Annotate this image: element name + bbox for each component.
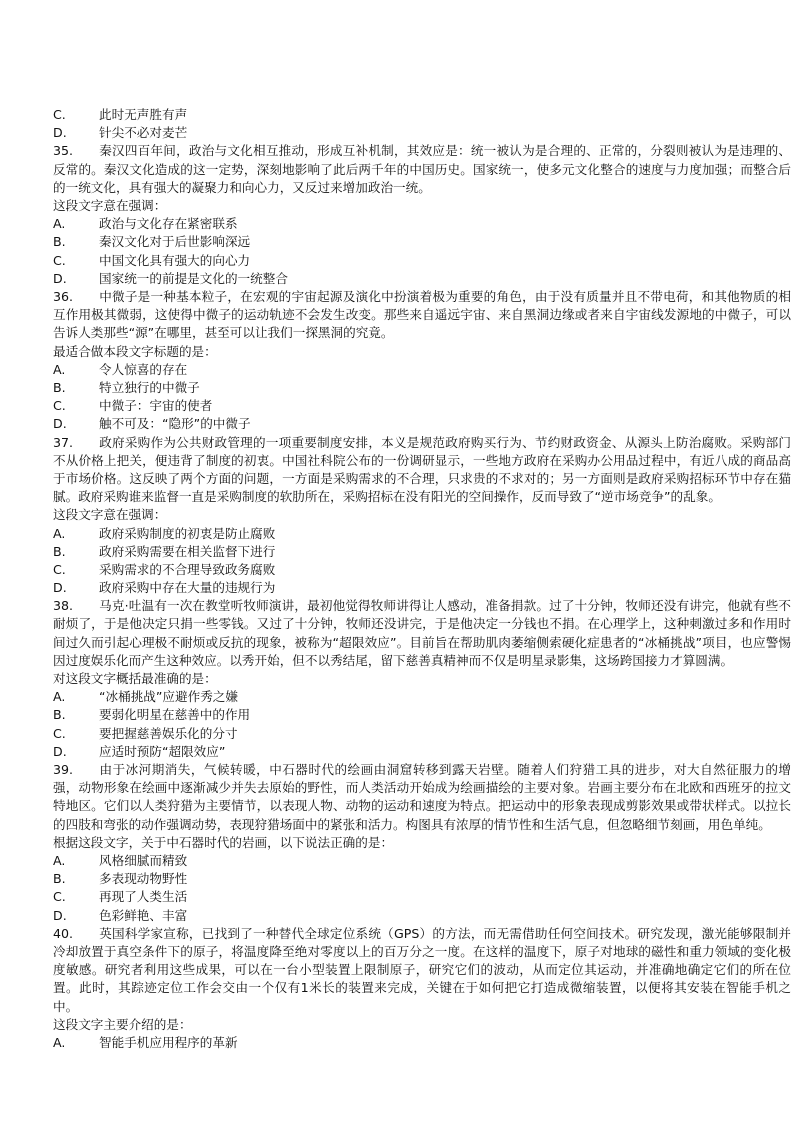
option-text: 令人惊喜的存在 xyxy=(99,361,188,377)
option-row xyxy=(53,870,791,888)
option-letter: A. xyxy=(53,853,66,869)
option-row xyxy=(53,124,791,142)
option-row xyxy=(53,852,791,870)
option-text: “冰桶挑战”应避作秀之嫌 xyxy=(99,689,238,705)
option-row xyxy=(53,361,791,379)
option-letter: B. xyxy=(53,871,66,887)
option-text: 国家统一的前提是文化的一统整合 xyxy=(99,270,288,286)
question-number: 36. xyxy=(53,288,74,304)
option-text: 色彩鲜艳、丰富 xyxy=(99,907,188,923)
option-letter: A. xyxy=(53,216,66,232)
option-letter: B. xyxy=(53,234,66,250)
option-row xyxy=(53,270,791,288)
option-letter: A. xyxy=(53,1035,66,1051)
option-letter: D. xyxy=(53,125,67,141)
option-row xyxy=(53,688,791,706)
option-letter: C. xyxy=(53,107,66,122)
option-row xyxy=(53,543,791,561)
option-row xyxy=(53,579,791,597)
option-text: 中微子：宇宙的使者 xyxy=(99,398,213,414)
option-row xyxy=(53,215,791,233)
option-text: 再现了人类生活 xyxy=(99,889,188,905)
option-row xyxy=(53,1034,791,1052)
option-text: 此时无声胜有声 xyxy=(99,107,188,122)
option-letter: C. xyxy=(53,561,66,577)
option-letter: B. xyxy=(53,543,66,559)
question-number: 40. xyxy=(53,925,74,941)
option-row xyxy=(53,561,791,579)
option-row xyxy=(53,379,791,397)
option-text: 触不可及：“隐形”的中微子 xyxy=(99,416,251,432)
option-text: 中国文化具有强大的向心力 xyxy=(99,252,251,268)
option-text: 政府采购中存在大量的违规行为 xyxy=(99,580,276,596)
option-letter: C. xyxy=(53,398,66,414)
option-text: 要把握慈善娱乐化的分寸 xyxy=(99,725,238,741)
question-number: 38. xyxy=(53,598,74,614)
option-letter: B. xyxy=(53,707,66,723)
option-row xyxy=(53,106,791,124)
option-text: 应适时预防“超限效应” xyxy=(99,743,226,759)
option-row xyxy=(53,525,791,543)
option-text: 政府采购制度的初衷是防止腐败 xyxy=(99,525,276,541)
question-text: 由于冰河期消失，气候转暖，中石器时代的绘画由洞窟转移到露天岩壁。随着人们狩猎工具的进步，对大自然征服力的增强，动物形象在绘画中逐渐减少并失去原始的野性，而人类活动开始成为绘画描绘的主要对象。岩画主要分布在北欧和西班牙的拉文特地区。它们以人类狩猎为主要情节，以表现人物、动物的运动和速度为特点。把运动中的形象表现成剪影效果或带状样式。以拉长的四肢和弯张的动作强调动势，表现狩猎场面中的紧张和活力。构图具有浓厚的情节性和生活气息，但忽略细节刻画，用色单纯。 xyxy=(53,762,791,832)
option-text: 智能手机应用程序的革新 xyxy=(99,1035,238,1051)
option-row xyxy=(53,743,791,761)
option-letter: B. xyxy=(53,379,66,395)
option-text: 政治与文化存在紧密联系 xyxy=(99,216,238,232)
option-row xyxy=(53,706,791,724)
option-text: 针尖不必对麦芒 xyxy=(99,125,188,141)
question-prompt: 最适合做本段文字标题的是： xyxy=(53,343,217,359)
question-number: 37. xyxy=(53,434,74,450)
option-text: 特立独行的中微子 xyxy=(99,379,200,395)
option-letter: D. xyxy=(53,743,67,759)
question-prompt: 这段文字意在强调： xyxy=(53,507,167,523)
option-letter: A. xyxy=(53,361,66,377)
option-letter: C. xyxy=(53,252,66,268)
exam-page xyxy=(53,106,791,1052)
option-row xyxy=(53,907,791,925)
option-letter: D. xyxy=(53,416,67,432)
question-stem xyxy=(53,761,791,834)
option-row xyxy=(53,233,791,251)
option-letter: C. xyxy=(53,725,66,741)
option-row xyxy=(53,888,791,906)
question-text: 英国科学家宣称，已找到了一种替代全球定位系统（GPS）的方法，而无需借助任何空间技术。研究发现，激光能够限制并冷却放置于真空条件下的原子，将温度降至绝对零度以上的百万分之一度。在这样的温度下，原子对地球的磁性和重力领域的变化极度敏感。研究者利用这些成果，可以在一台小型装置上限制原子，研究它们的波动，从而定位其运动，并准确地确定它们的所在位置。此时，其踪迹定位工作会交由一个仅有1米长的装置来完成，关键在于如何把它打造成微缩装置，以便将其安装在智能手机之中。 xyxy=(53,925,791,1014)
question-text: 秦汉四百年间，政治与文化相互推动，形成互补机制，其效应是：统一被认为是合理的、正常的，分裂则被认为是违理的、反常的。秦汉文化造成的这一定势，深刻地影响了此后两千年的中国历史。国家统一，使多元文化整合的速度与力度加强；而整合后的一统文化，具有强大的凝聚力和向心力，又反过来增加政治一统。 xyxy=(53,143,791,195)
question-stem xyxy=(53,434,791,507)
question-stem xyxy=(53,597,791,670)
question-prompt: 对这段文字概括最准确的是： xyxy=(53,671,217,687)
option-text: 采购需求的不合理导致政务腐败 xyxy=(99,561,276,577)
option-text: 要弱化明星在慈善中的作用 xyxy=(99,707,251,723)
question-text: 马克·吐温有一次在教堂听牧师演讲，最初他觉得牧师讲得让人感动，准备捐款。过了十分钟，牧师还没有讲完，他就有些不耐烦了，于是他决定只捐一些零钱。又过了十分钟，牧师还没讲完，于是他决定一分钱也不捐。在心理学上，这种刺激过多和作用时间过久而引起心理极不耐烦或反抗的现象，被称为“超限效应”。目前旨在帮助肌肉萎缩侧索硬化症患者的“冰桶挑战”项目，也应警惕因过度娱乐化而产生这种效应。以秀开始，但不以秀结尾，留下慈善真精神而不仅是明星录影集，这场跨国接力才算圆满。 xyxy=(53,598,791,668)
question-stem xyxy=(53,925,791,1016)
question-prompt: 这段文字意在强调： xyxy=(53,197,167,213)
option-row xyxy=(53,415,791,433)
option-row xyxy=(53,252,791,270)
question-stem xyxy=(53,288,791,343)
option-text: 政府采购需要在相关监督下进行 xyxy=(99,543,276,559)
question-number: 39. xyxy=(53,762,74,778)
question-prompt: 根据这段文字，关于中石器时代的岩画，以下说法正确的是： xyxy=(53,834,394,850)
option-letter: A. xyxy=(53,525,66,541)
question-number: 35. xyxy=(53,143,74,159)
option-row xyxy=(53,397,791,415)
question-prompt: 这段文字主要介绍的是： xyxy=(53,1016,192,1032)
option-letter: A. xyxy=(53,689,66,705)
option-text: 秦汉文化对于后世影响深远 xyxy=(99,234,251,250)
question-text: 政府采购作为公共财政管理的一项重要制度安排，本义是规范政府购买行为、节约财政资金、从源头上防治腐败。采购部门不从价格上把关，便违背了制度的初衷。中国社科院公布的一份调研显示，一些地方政府在采购办公用品过程中，有近八成的商品高于市场价格。这反映了两个方面的问题，一方面是采购需求的不合理，只求贵的不求对的；另一方面则是政府采购招标环节中存在猫腻。政府采购谁来监督一直是采购制度的软肋所在，采购招标在没有阳光的空间操作，反而导致了“逆市场竞争”的乱象。 xyxy=(53,434,791,505)
question-text: 中微子是一种基本粒子，在宏观的宇宙起源及演化中扮演着极为重要的角色，由于没有质量并且不带电荷，和其他物质的相互作用极其微弱，这使得中微子的运动轨迹不会发生改变。那些来自遥远宇宙、来自黑洞边缘或者来自宇宙线发源地的中微子，可以告诉人类那些“源”在哪里，甚至可以让我们一探黑洞的究竟。 xyxy=(53,288,791,341)
option-text: 风格细腻而精致 xyxy=(99,853,188,869)
option-letter: D. xyxy=(53,580,67,596)
option-row xyxy=(53,725,791,743)
question-stem xyxy=(53,142,791,197)
option-text: 多表现动物野性 xyxy=(99,871,188,887)
option-letter: D. xyxy=(53,907,67,923)
option-letter: C. xyxy=(53,889,66,905)
option-letter: D. xyxy=(53,270,67,286)
